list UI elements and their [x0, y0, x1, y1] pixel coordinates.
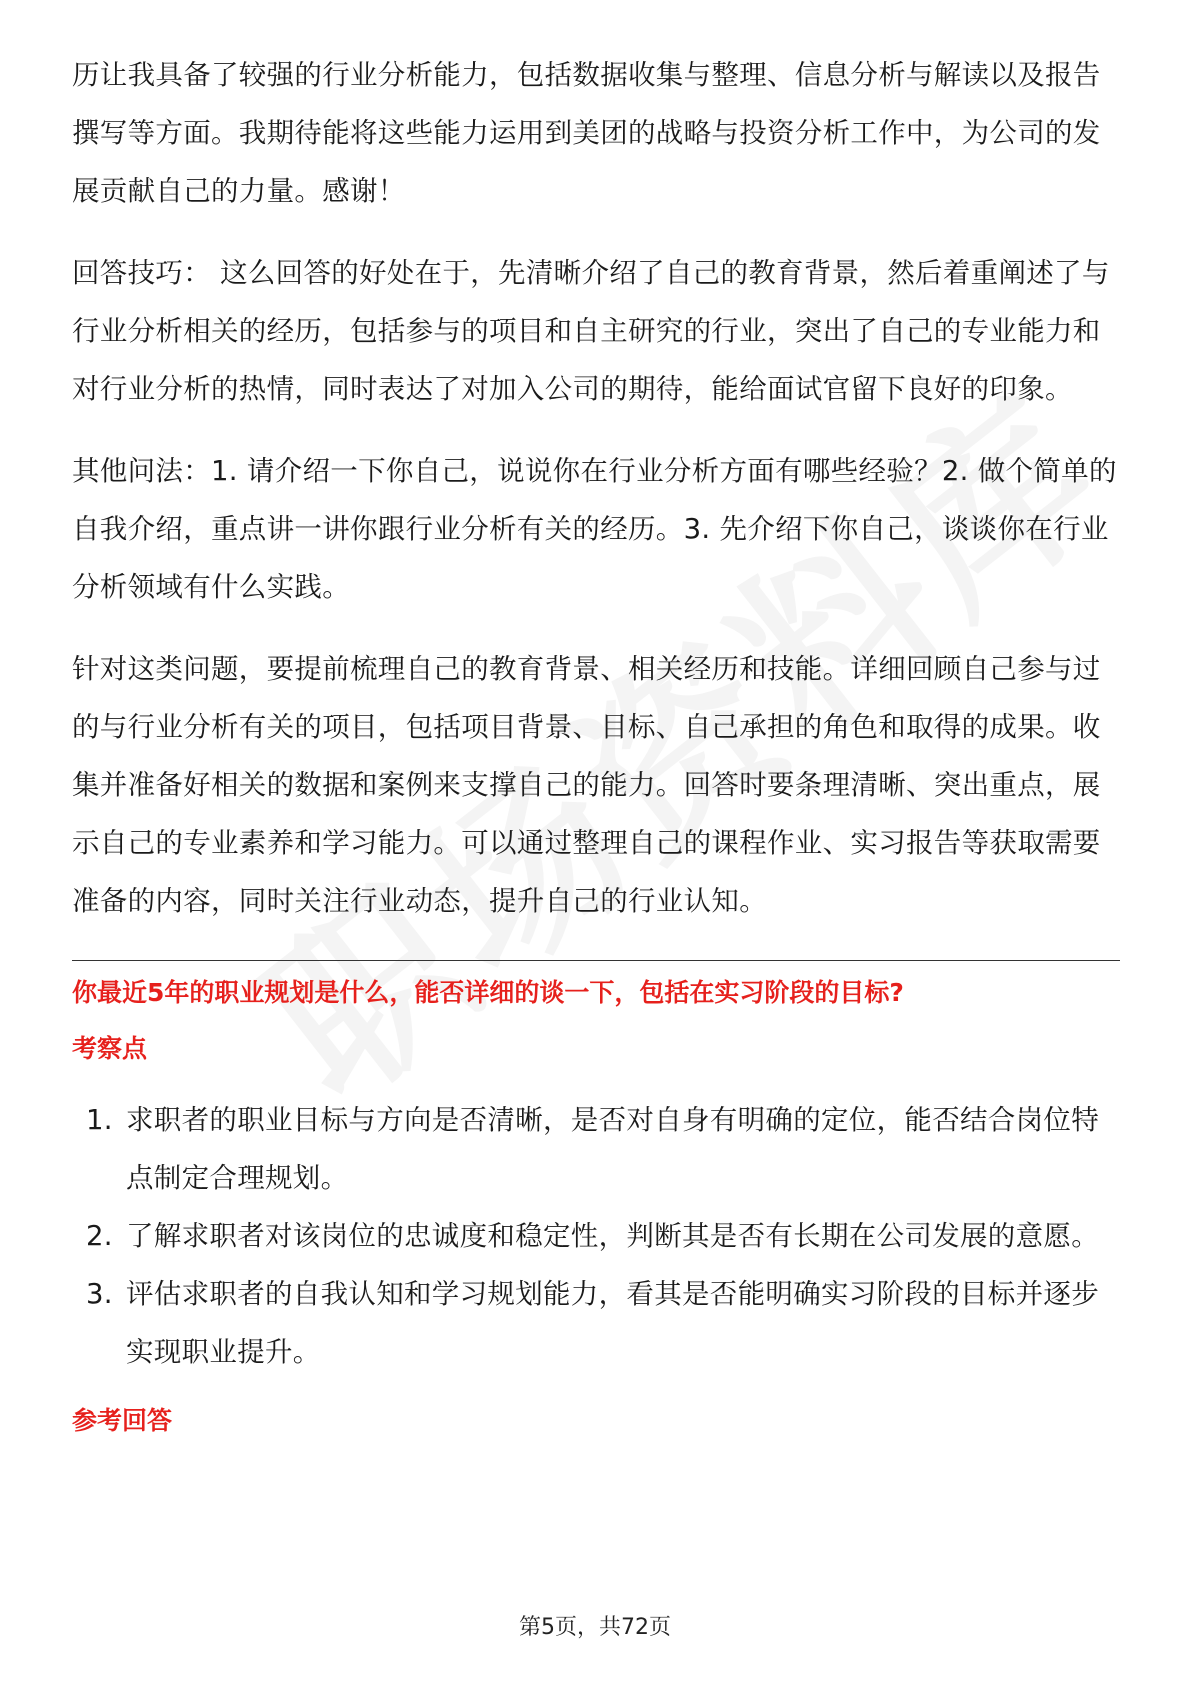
paragraph-preparation-advice: 针对这类问题，要提前梳理自己的教育背景、相关经历和技能。详细回顾自己参与过的与行业分析有关的项目，包括项目背景、目标、自己承担的角色和取得的成果。收集并准备好相关的数据和案例来支撑自己的能力。回答时要条理清晰、突出重点，展示自己的专业素养和学习能力。可以通过整理自己的课程作业、实习报告等获取需要准备的内容，同时关注行业动态，提升自己的行业认知。: [72, 653, 1101, 917]
list-item-number: 1.: [86, 1104, 113, 1136]
list-item: [72, 1091, 1120, 1207]
answer-heading: 参考回答: [72, 1406, 173, 1435]
page-number: 第5页，共72页: [519, 1615, 671, 1640]
page-content: [72, 46, 1120, 1441]
paragraph-other-phrasings: 其他问法：1. 请介绍一下你自己，说说你在行业分析方面有哪些经验？2. 做个简单的自我介绍，重点讲一讲你跟行业分析有关的经历。3. 先介绍下你自己，谈谈你在行业分析领域有什么实践。: [72, 455, 1117, 603]
list-item-text: 评估求职者的自我认知和学习规划能力，看其是否能明确实习阶段的目标并逐步实现职业提升。: [126, 1278, 1099, 1368]
section-divider: [72, 960, 1120, 961]
list-item-number: 2.: [86, 1220, 113, 1252]
list-item: [72, 1265, 1120, 1381]
question-title: 你最近5年的职业规划是什么，能否详细的谈一下，包括在实习阶段的目标?: [72, 978, 904, 1007]
list-item-text: 求职者的职业目标与方向是否清晰，是否对自身有明确的定位，能否结合岗位特点制定合理规划。: [126, 1104, 1099, 1194]
focus-points-list: [72, 1091, 1120, 1381]
list-item-text: 了解求职者对该岗位的忠诚度和稳定性，判断其是否有长期在公司发展的意愿。: [126, 1220, 1099, 1252]
list-item-number: 3.: [86, 1278, 113, 1310]
list-item: [72, 1207, 1120, 1265]
focus-heading: 考察点: [72, 1034, 148, 1063]
paragraph-answer-tips: 回答技巧： 这么回答的好处在于，先清晰介绍了自己的教育背景，然后着重阐述了与行业分析相关的经历，包括参与的项目和自主研究的行业，突出了自己的专业能力和对行业分析的热情，同时表达了对加入公司的期待，能给面试官留下良好的印象。: [72, 257, 1110, 405]
paragraph-intro-end: 历让我具备了较强的行业分析能力，包括数据收集与整理、信息分析与解读以及报告撰写等方面。我期待能将这些能力运用到美团的战略与投资分析工作中，为公司的发展贡献自己的力量。感谢！: [72, 59, 1101, 207]
